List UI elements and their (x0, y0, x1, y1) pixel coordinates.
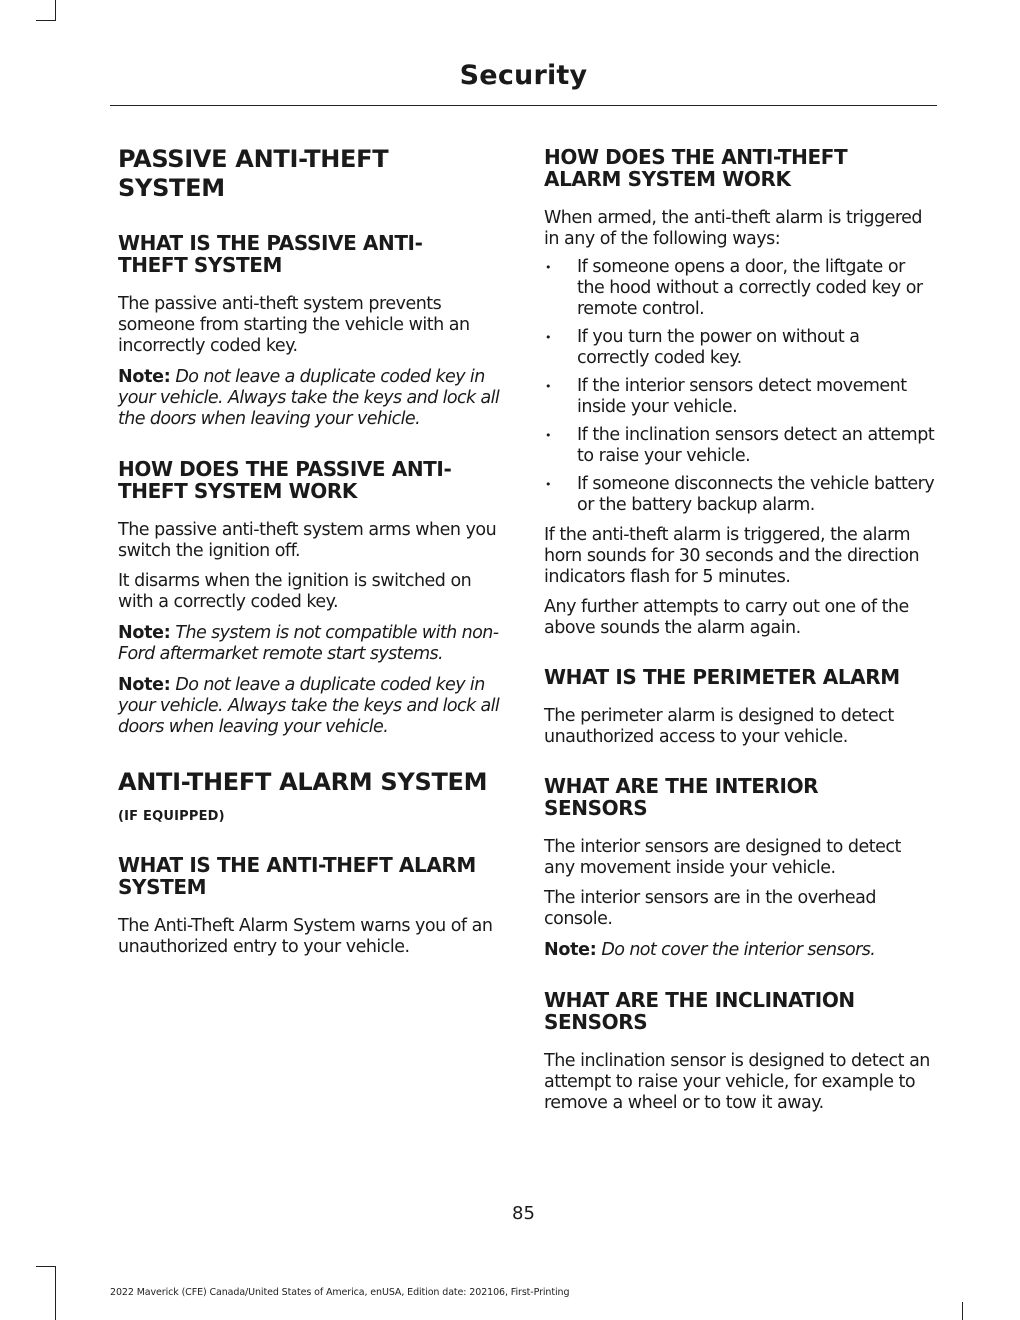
note-text: Do not cover the interior sensors. (601, 940, 876, 960)
note-label: Note: (118, 367, 171, 387)
right-column (544, 146, 936, 1114)
if-equipped-label: (IF EQUIPPED) (118, 809, 225, 824)
paragraph-alarm-triggered: If the anti-theft alarm is triggered, the alarm horn sounds for 30 seconds and the direction indicators flash for 5 minutes. (544, 525, 920, 587)
list-item: • If someone disconnects the vehicle battery or the battery backup alarm. (544, 474, 936, 516)
paragraph-inclination: The inclination sensor is designed to detect an attempt to raise your vehicle, for example to remove a wheel or to tow it away. (544, 1051, 930, 1113)
crop-mark-bottom-left-vertical (55, 1266, 56, 1320)
paragraph-what-is-passive: The passive anti-theft system prevents someone from starting the vehicle with an incorrectly coded key. (118, 294, 470, 356)
paragraph-alarm-intro: When armed, the anti-theft alarm is triggered in any of the following ways: (544, 208, 923, 249)
edition-footer: 2022 Maverick (CFE) Canada/United States of America, enUSA, Edition date: 202106, First-Printing (110, 1287, 570, 1298)
list-item: • If you turn the power on without a correctly coded key. (544, 327, 936, 369)
note-label: Note: (544, 940, 597, 960)
paragraph-what-is-alarm: The Anti-Theft Alarm System warns you of an unauthorized entry to your vehicle. (118, 916, 493, 957)
note-duplicate-key-1 (118, 367, 508, 430)
heading-inclination-sensors: WHAT ARE THE INCLINATION SENSORS (544, 988, 855, 1034)
paragraph-interior-location: The interior sensors are in the overhead console. (544, 888, 876, 929)
heading-what-is-alarm: WHAT IS THE ANTI-THEFT ALARM SYSTEM (118, 853, 476, 899)
note-duplicate-key-2 (118, 675, 508, 738)
note-text: The system is not compatible with non-Ford aftermarket remote start systems. (118, 623, 499, 664)
paragraph-arms: The passive anti-theft system arms when you switch the ignition off. (118, 520, 497, 561)
page-number: 85 (512, 1203, 535, 1224)
heading-what-is-passive: WHAT IS THE PASSIVE ANTI-THEFT SYSTEM (118, 231, 423, 277)
paragraph-further-attempts: Any further attempts to carry out one of the above sounds the alarm again. (544, 597, 909, 638)
heading-how-passive-works: HOW DOES THE PASSIVE ANTI-THEFT SYSTEM WORK (118, 457, 452, 503)
left-column (118, 145, 508, 958)
note-label: Note: (118, 623, 171, 643)
list-item: • If the interior sensors detect movement inside your vehicle. (544, 376, 936, 418)
crop-mark-top-left-horizontal (36, 20, 56, 21)
heading-perimeter-alarm: WHAT IS THE PERIMETER ALARM (544, 665, 900, 689)
page-title: Security (459, 60, 588, 91)
paragraph-disarms: It disarms when the ignition is switched on with a correctly coded key. (118, 571, 472, 612)
section-title-passive-anti-theft: PASSIVE ANTI-THEFT SYSTEM (118, 145, 389, 202)
list-item: • If someone opens a door, the liftgate or the hood without a correctly coded key or remote control. (544, 257, 936, 320)
note-text: Do not leave a duplicate coded key in your vehicle. Always take the keys and lock all the doors when leaving your vehicle. (118, 367, 500, 429)
heading-how-alarm-works: HOW DOES THE ANTI-THEFT ALARM SYSTEM WORK (544, 145, 848, 191)
crop-mark-bottom-right-vertical (962, 1302, 963, 1320)
paragraph-perimeter: The perimeter alarm is designed to detect unauthorized access to your vehicle. (544, 706, 894, 747)
note-label: Note: (118, 675, 171, 695)
paragraph-interior-sensors: The interior sensors are designed to detect any movement inside your vehicle. (544, 837, 901, 878)
note-cover-sensors (544, 940, 936, 961)
title-divider (110, 105, 937, 106)
crop-mark-bottom-left-horizontal (36, 1266, 56, 1267)
trigger-list (544, 257, 936, 516)
section-title-anti-theft-alarm: ANTI-THEFT ALARM SYSTEM (118, 768, 488, 796)
list-item: • If the inclination sensors detect an attempt to raise your vehicle. (544, 425, 936, 467)
heading-interior-sensors: WHAT ARE THE INTERIOR SENSORS (544, 774, 819, 820)
note-aftermarket (118, 623, 508, 665)
crop-mark-top-left-vertical (55, 0, 56, 21)
note-text: Do not leave a duplicate coded key in your vehicle. Always take the keys and lock all doors when leaving your vehicle. (118, 675, 500, 737)
